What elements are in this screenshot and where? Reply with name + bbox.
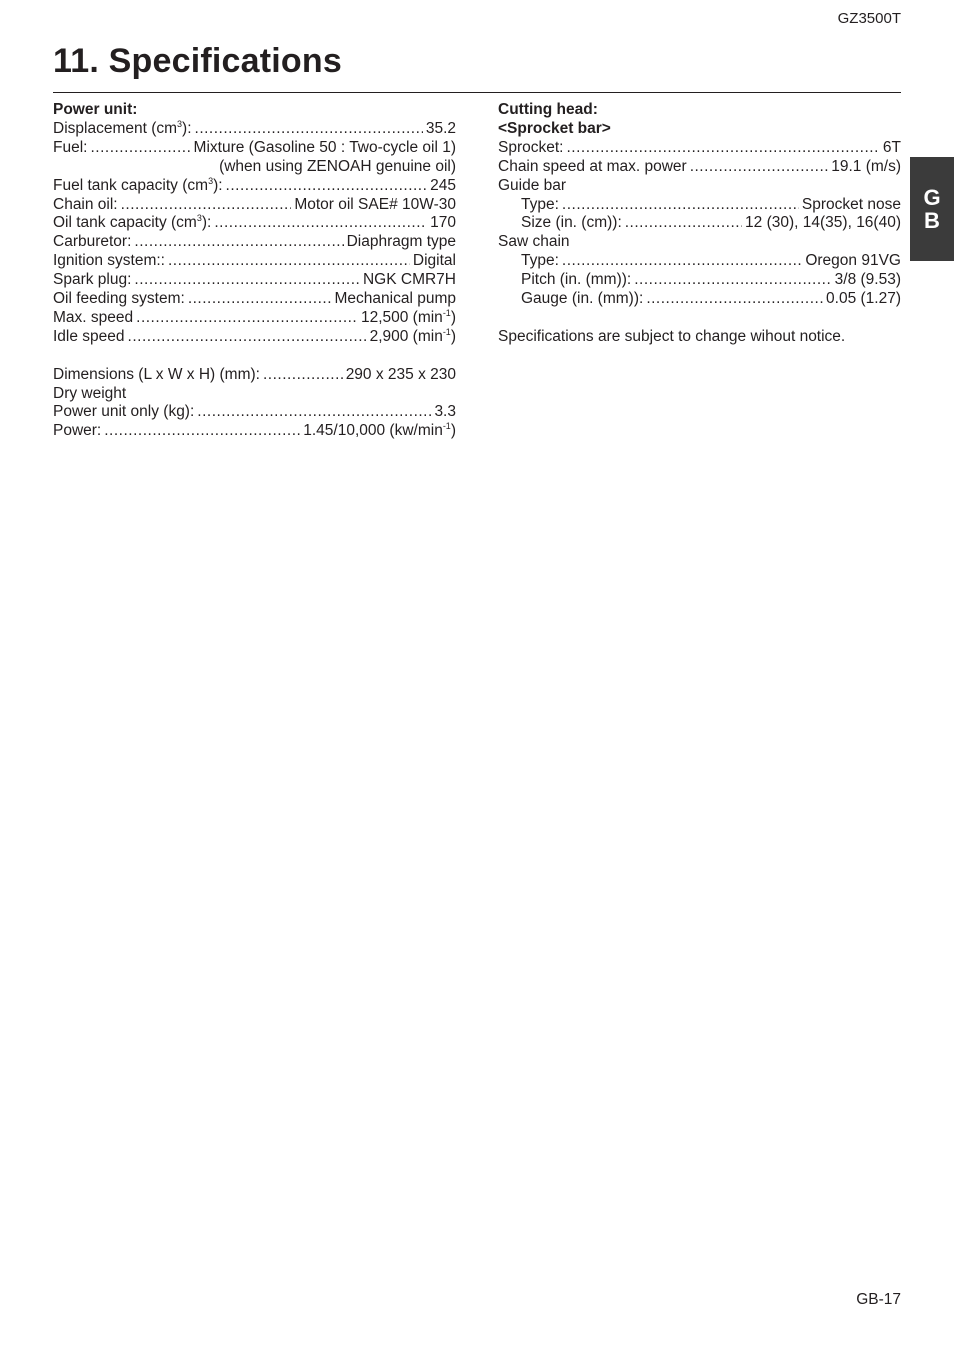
spec-label: Power unit only (kg): bbox=[53, 403, 195, 421]
spec-saw-chain-gauge bbox=[498, 290, 901, 309]
spec-oil-tank bbox=[53, 214, 456, 233]
spec-value: 19.1 (m/s) bbox=[831, 157, 901, 175]
spec-value: 290 x 235 x 230 bbox=[345, 365, 456, 383]
spec-value: 3.3 bbox=[434, 403, 456, 421]
dot-leader bbox=[562, 252, 802, 271]
spec-label: Chain oil: bbox=[53, 195, 118, 213]
page-number: GB-17 bbox=[856, 1291, 901, 1308]
cutting-head-heading: Cutting head: bbox=[498, 101, 598, 118]
dot-leader bbox=[646, 290, 823, 309]
spec-fuel-tank bbox=[53, 177, 456, 196]
spec-value: 245 bbox=[430, 176, 456, 194]
spec-value: Sprocket nose bbox=[801, 195, 901, 213]
saw-chain-label: Saw chain bbox=[498, 233, 570, 251]
spec-value: NGK CMR7H bbox=[362, 271, 456, 289]
dot-leader bbox=[134, 271, 360, 290]
dot-leader bbox=[90, 139, 190, 158]
spec-power-unit-only bbox=[53, 403, 456, 422]
spec-label: Spark plug: bbox=[53, 271, 132, 289]
spec-label: Type: bbox=[521, 252, 559, 270]
spec-value: 170 bbox=[430, 214, 456, 232]
spec-value: 0.05 (1.27) bbox=[826, 290, 901, 308]
spec-label: Oil feeding system: bbox=[53, 290, 185, 308]
spec-label: Ignition system:: bbox=[53, 252, 165, 270]
dot-leader bbox=[128, 328, 367, 347]
language-tab bbox=[910, 157, 954, 261]
spec-label: Dimensions (L x W x H) (mm): bbox=[53, 365, 260, 383]
dot-leader bbox=[168, 252, 410, 271]
cutting-head-section bbox=[498, 101, 901, 347]
spec-label: Pitch (in. (mm)): bbox=[521, 271, 632, 289]
spec-value: 3/8 (9.53) bbox=[834, 271, 901, 289]
spec-value: 12,500 $(\min^{-1})$ bbox=[360, 307, 456, 326]
spec-label: Carburetor: bbox=[53, 233, 132, 251]
spec-idle-speed bbox=[53, 328, 456, 347]
spec-max-speed bbox=[53, 309, 456, 328]
spec-guide-bar-type bbox=[498, 196, 901, 215]
dot-leader bbox=[104, 422, 300, 441]
spec-guide-bar-size bbox=[498, 214, 901, 233]
spec-label: Size (in. (cm)): bbox=[521, 214, 622, 232]
dot-leader bbox=[634, 271, 831, 290]
dot-leader bbox=[197, 403, 431, 422]
dot-leader bbox=[134, 233, 343, 252]
spec-label: Power: bbox=[53, 422, 102, 440]
sprocket-bar-subheading: <Sprocket bar> bbox=[498, 119, 611, 137]
spec-fuel-note: (when using ZENOAH genuine oil) bbox=[219, 157, 456, 175]
guide-bar-label: Guide bar bbox=[498, 176, 567, 194]
dot-leader bbox=[188, 290, 332, 309]
dot-leader bbox=[562, 196, 799, 215]
spec-carburetor bbox=[53, 233, 456, 252]
spec-fuel bbox=[53, 139, 456, 158]
language-tab-letter-2: B bbox=[924, 208, 940, 233]
spec-dimensions bbox=[53, 366, 456, 385]
spec-value: 35.2 bbox=[425, 119, 456, 137]
spec-oil-feeding bbox=[53, 290, 456, 309]
spec-label: Idle speed bbox=[53, 327, 125, 345]
spec-label: Gauge (in. (mm)): bbox=[521, 290, 644, 308]
dot-leader bbox=[121, 196, 292, 215]
spec-label: Chain speed at max. power bbox=[498, 157, 687, 175]
dot-leader bbox=[136, 309, 358, 328]
spec-spark-plug bbox=[53, 271, 456, 290]
spec-value: Motor oil SAE# 10W-30 bbox=[294, 195, 456, 213]
spec-value: 6T bbox=[882, 138, 901, 156]
spec-ignition bbox=[53, 252, 456, 271]
spec-value: Mixture (Gasoline 50 : Two-cycle oil 1) bbox=[193, 138, 456, 156]
spec-value: Digital bbox=[412, 252, 456, 270]
page-title: 11. Specifications bbox=[53, 42, 342, 80]
language-tab-letter-1: G bbox=[923, 185, 941, 210]
spec-value: Mechanical pump bbox=[334, 290, 456, 308]
spec-saw-chain-pitch bbox=[498, 271, 901, 290]
spec-chain-speed bbox=[498, 158, 901, 177]
spec-label: Displacement $(cm^3)$: bbox=[53, 118, 192, 137]
spec-displacement bbox=[53, 120, 456, 139]
model-number: GZ3500T bbox=[837, 10, 901, 27]
change-notice: Specifications are subject to change wihout notice. bbox=[498, 327, 846, 345]
spec-sprocket bbox=[498, 139, 901, 158]
spec-label: Oil tank capacity $(cm^3)$: bbox=[53, 213, 212, 232]
spec-chain-oil bbox=[53, 196, 456, 215]
spec-label: Max. speed bbox=[53, 308, 134, 326]
spec-saw-chain-type bbox=[498, 252, 901, 271]
dot-leader bbox=[263, 366, 343, 385]
spec-value: 12 (30), 14(35), 16(40) bbox=[745, 214, 901, 232]
dot-leader bbox=[566, 139, 879, 158]
spec-value: 1.45/10,000 $(kw/\min^{-1})$ bbox=[303, 421, 456, 440]
dot-leader bbox=[226, 177, 428, 196]
power-unit-section bbox=[53, 101, 456, 441]
dot-leader bbox=[214, 214, 427, 233]
spec-label: Fuel tank capacity $(cm^3)$: bbox=[53, 175, 223, 194]
spec-label: Fuel: bbox=[53, 138, 88, 156]
title-divider bbox=[53, 92, 901, 93]
spec-power bbox=[53, 422, 456, 441]
spec-label: Sprocket: bbox=[498, 138, 564, 156]
spec-value: Oregon 91VG bbox=[805, 252, 901, 270]
dot-leader bbox=[195, 120, 423, 139]
power-unit-heading: Power unit: bbox=[53, 101, 138, 118]
spec-value: 2,900 $(\min^{-1})$ bbox=[369, 326, 456, 345]
spec-dry-weight-label: Dry weight bbox=[53, 384, 127, 402]
spec-label: Type: bbox=[521, 195, 559, 213]
dot-leader bbox=[690, 158, 829, 177]
spec-value: Diaphragm type bbox=[346, 233, 456, 251]
dot-leader bbox=[625, 214, 742, 233]
